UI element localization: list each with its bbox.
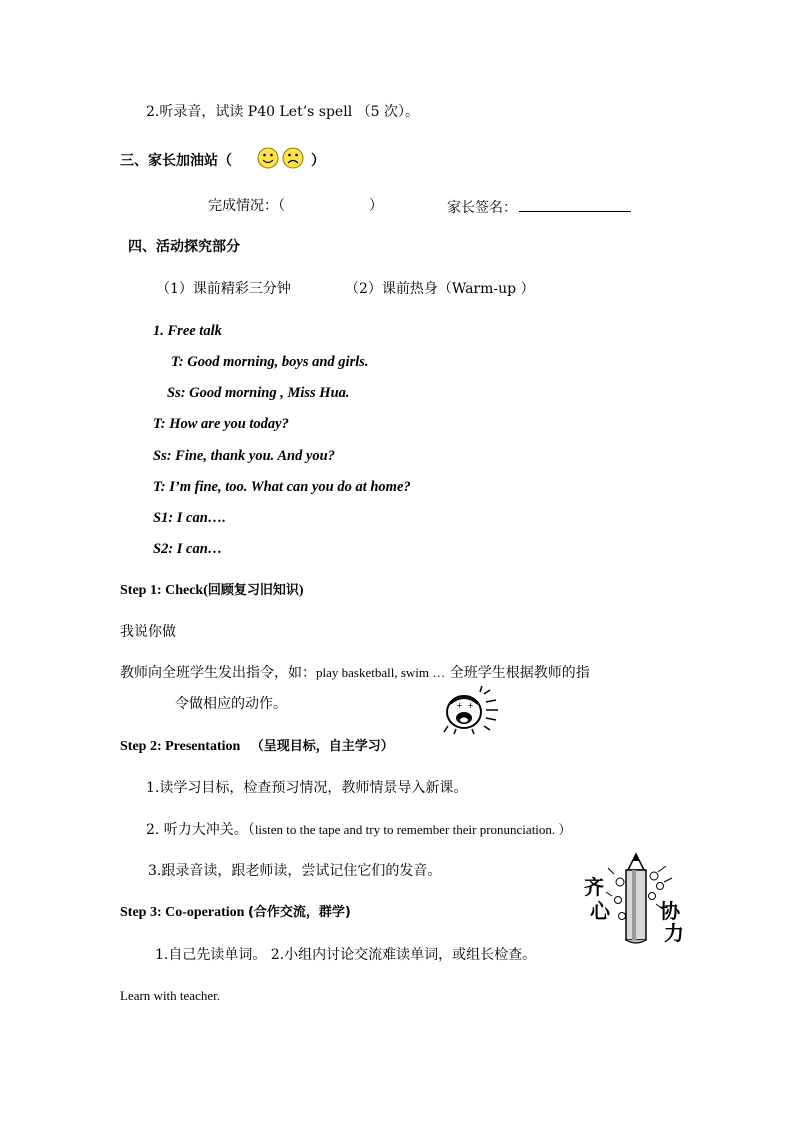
instruction-text-cont: 全班学生根据教师的指 xyxy=(445,665,590,681)
smiley-icons xyxy=(257,146,307,170)
smiley-happy-icon xyxy=(258,148,278,168)
poster-char-1: 齐 xyxy=(584,875,604,899)
game-title: 我说你做 xyxy=(120,624,176,640)
dialogue-line: T: Good morning, boys and girls. xyxy=(171,354,369,370)
svg-text:+: + xyxy=(456,701,463,710)
step1-label: Step 1: Check( xyxy=(120,583,208,598)
step1-close: ) xyxy=(298,583,304,598)
signature-label: 家长签名： xyxy=(447,200,517,216)
dialogue-line: T: I’m fine, too. What can you do at home? xyxy=(153,479,411,495)
warmup-part-2: （2）课前热身（Warm-up ） xyxy=(345,281,535,297)
teamwork-pencil-icon xyxy=(584,852,690,946)
signature-field xyxy=(447,197,631,217)
parents-title-text: 三、家长加油站（ xyxy=(120,153,232,169)
presentation-item-2-text: 2. 听力大冲关。（ xyxy=(146,822,255,838)
step2-subtitle: （呈现目标，自主学习） xyxy=(250,739,394,754)
dialogue-line: S2: I can… xyxy=(153,541,223,557)
dialogue-line: S1: I can…. xyxy=(153,510,226,526)
svg-text:+: + xyxy=(467,701,474,710)
dialogue-line: T: How are you today? xyxy=(153,416,289,432)
step3-label: Step 3: Co-operation xyxy=(120,905,245,920)
dialogue-line: Ss: Good morning , Miss Hua. xyxy=(167,385,350,401)
presentation-item-2 xyxy=(146,821,571,839)
step1-heading xyxy=(120,582,304,600)
warmup-part-1: （1）课前精彩三分钟 xyxy=(156,281,291,297)
shouting-face-icon xyxy=(436,686,510,734)
instruction-line xyxy=(120,664,590,682)
dialogue-line: Ss: Fine, thank you. And you? xyxy=(153,448,335,464)
homework-item-listen: 2.听录音，试读 P40 Let’s spell （5 次）。 xyxy=(146,104,419,120)
step3-heading xyxy=(120,904,351,922)
parents-title-close: ） xyxy=(311,153,325,169)
presentation-item-2-english: listen to the tape and try to remember their pronunciation. ） xyxy=(254,822,572,837)
poster-char-4: 力 xyxy=(664,921,684,945)
presentation-item-3: 3.跟录音读，跟老师读，尝试记住它们的发音。 xyxy=(148,863,442,879)
cooperation-items: 1.自己先读单词。 2.小组内讨论交流难读单词，或组长检查。 xyxy=(155,947,537,963)
step2-label: Step 2: Presentation xyxy=(120,739,241,754)
instruction-line-2: 令做相应的动作。 xyxy=(175,696,287,712)
smiley-sad-icon xyxy=(283,148,303,168)
activity-section-title: 四、活动探究部分 xyxy=(128,239,240,255)
presentation-item-1: 1.读学习目标，检查预习情况，教师情景导入新课。 xyxy=(146,780,468,796)
instruction-examples: play basketball, swim … xyxy=(316,665,446,680)
step1-subtitle: 回顾复习旧知识 xyxy=(207,583,299,598)
completion-field: 完成情况：（ ） xyxy=(208,198,383,214)
learn-with-teacher: Learn with teacher. xyxy=(120,988,220,1003)
poster-char-2: 心 xyxy=(590,899,610,923)
instruction-text: 教师向全班学生发出指令，如： xyxy=(120,665,316,681)
step2-heading xyxy=(120,738,394,756)
signature-blank xyxy=(519,197,631,212)
free-talk-heading: 1. Free talk xyxy=(153,323,222,339)
parents-section-title xyxy=(120,152,232,170)
step3-subtitle: (合作交流，群学) xyxy=(247,905,351,920)
poster-char-3: 协 xyxy=(660,899,680,923)
